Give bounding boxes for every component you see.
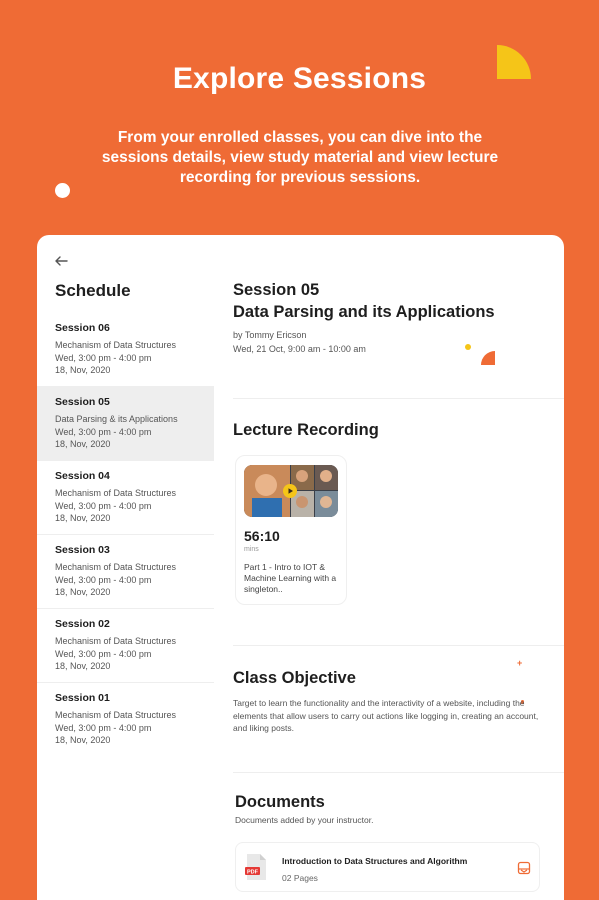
session-label: Session 05 [233, 281, 320, 299]
session-name: Session 03 [55, 544, 110, 556]
session-date: 18, Nov, 2020 [55, 661, 111, 671]
recording-duration-unit: mins [244, 546, 259, 553]
session-panel [37, 235, 564, 900]
documents-title: Documents [235, 793, 325, 811]
decorative-white-dot [55, 183, 70, 198]
decorative-yellow-dot [465, 344, 471, 350]
document-item[interactable] [235, 842, 540, 892]
divider [233, 772, 564, 773]
session-item-01[interactable] [37, 683, 214, 757]
session-time: Wed, 3:00 pm - 4:00 pm [55, 352, 152, 363]
recording-description: Part 1 - Intro to IOT & Machine Learning with a singleton.. [244, 562, 337, 594]
session-name: Session 06 [55, 322, 110, 334]
hero-title: Explore Sessions [172, 62, 427, 95]
class-objective-title: Class Objective [233, 669, 356, 687]
session-time: Wed, 3:00 pm - 4:00 pm [55, 648, 152, 659]
play-icon[interactable] [283, 484, 297, 498]
session-detail [233, 235, 564, 900]
pdf-file-icon [245, 853, 267, 881]
session-name: Session 04 [55, 470, 110, 482]
schedule-sidebar [37, 235, 214, 900]
session-topic: Mechanism of Data Structures [55, 636, 177, 646]
session-datetime: Wed, 21 Oct, 9:00 am - 10:00 am [233, 344, 366, 354]
documents-subtitle: Documents added by your instructor. [235, 815, 374, 825]
class-objective-text: Target to learn the functionality and the interactivity of a website, including the elements that allow users to carry out actions like logging in, creating an account, and liking posts. [233, 698, 539, 733]
session-topic: Mechanism of Data Structures [55, 488, 177, 498]
session-name: Session 01 [55, 692, 110, 704]
session-name: Session 05 [55, 396, 110, 408]
session-date: 18, Nov, 2020 [55, 439, 111, 449]
schedule-title: Schedule [55, 281, 131, 300]
session-title: Data Parsing and its Applications [233, 303, 495, 321]
session-time: Wed, 3:00 pm - 4:00 pm [55, 500, 152, 511]
session-topic: Data Parsing & its Applications [55, 414, 178, 424]
download-icon[interactable] [516, 860, 532, 876]
session-topic: Mechanism of Data Structures [55, 340, 177, 350]
session-topic: Mechanism of Data Structures [55, 562, 177, 572]
session-instructor: by Tommy Ericson [233, 330, 307, 340]
lecture-recording-title: Lecture Recording [233, 421, 379, 439]
session-time: Wed, 3:00 pm - 4:00 pm [55, 722, 152, 733]
document-pages: 02 Pages [282, 873, 318, 883]
session-date: 18, Nov, 2020 [55, 587, 111, 597]
session-name: Session 02 [55, 618, 110, 630]
session-header [233, 281, 553, 356]
session-item-03[interactable] [37, 535, 214, 609]
session-date: 18, Nov, 2020 [55, 365, 111, 375]
session-item-05[interactable] [37, 387, 214, 461]
recording-card[interactable] [235, 455, 347, 605]
recording-duration: 56:10 [244, 528, 280, 544]
session-topic: Mechanism of Data Structures [55, 710, 177, 720]
session-date: 18, Nov, 2020 [55, 735, 111, 745]
session-time: Wed, 3:00 pm - 4:00 pm [55, 426, 152, 437]
session-list [37, 313, 214, 757]
hero-subtitle: From your enrolled classes, you can dive into the sessions details, view study material and view lecture recording for previous sessions. [101, 129, 499, 186]
recording-thumbnail [244, 465, 338, 517]
session-time: Wed, 3:00 pm - 4:00 pm [55, 574, 152, 585]
session-item-02[interactable] [37, 609, 214, 683]
decorative-plus: + [517, 658, 523, 668]
session-item-06[interactable] [37, 313, 214, 387]
divider [233, 398, 564, 399]
session-date: 18, Nov, 2020 [55, 513, 111, 523]
session-item-04[interactable] [37, 461, 214, 535]
pdf-badge: PDF [247, 869, 258, 876]
document-title: Introduction to Data Structures and Algorithm [282, 856, 468, 866]
divider [233, 645, 564, 646]
